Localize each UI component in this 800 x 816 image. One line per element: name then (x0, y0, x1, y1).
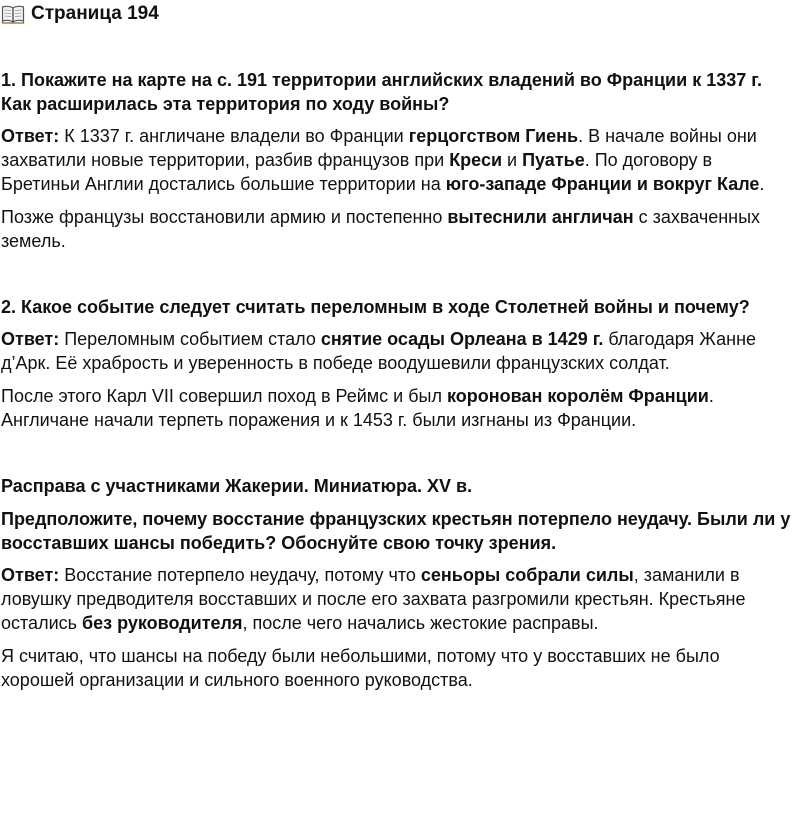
answer-emphasis: герцогством Гиень (408, 126, 579, 146)
question-2: 2. Какое событие следует считать переломным в ходе Столетней войны и почему? (1, 297, 750, 317)
answer-text: После этого Карл VII совершил поход в Реймс и был (1, 386, 447, 406)
answer-label: Ответ: (1, 565, 60, 585)
answer-emphasis: Пуатье (522, 150, 585, 170)
answer-1-paragraph-2 (1, 205, 794, 253)
question-1: 1. Покажите на карте на с. 191 территории английских владений во Франции к 1337 г. Как расширилась эта территория по ходу войны? (1, 70, 762, 114)
answer-text: с захваченных земель. (1, 207, 761, 251)
answer-text: Позже французы восстановили армию и постепенно (1, 207, 448, 227)
answer-2-paragraph-1 (1, 327, 794, 375)
answer-emphasis: вытеснили англичан (447, 207, 634, 227)
page-header (1, 2, 794, 26)
answer-label: Ответ: (1, 126, 60, 146)
answer-label: Ответ: (1, 329, 60, 349)
page-title: Страница 194 (31, 3, 159, 24)
answer-text: , после чего начались жестокие расправы. (242, 613, 599, 633)
answer-text: . (759, 174, 765, 194)
answer-emphasis: Креси (449, 150, 503, 170)
answer-3-paragraph-1 (1, 563, 794, 635)
question-3: Предположите, почему восстание французских крестьян потерпело неудачу. Были ли у восставших шансы победить? Обоснуйте свою точку зрения. (1, 509, 791, 553)
answer-2-paragraph-2 (1, 384, 794, 432)
answer-emphasis: без руководителя (82, 613, 243, 633)
answer-text: . Англичане начали терпеть поражения и к 1453 г. были изгнаны из Франции. (1, 386, 714, 430)
open-book-icon (1, 4, 25, 24)
answer-emphasis: юго-западе Франции и вокруг Кале (445, 174, 760, 194)
answer-text: К 1337 г. англичане владели во Франции (59, 126, 409, 146)
answer-1-paragraph-1 (1, 124, 794, 196)
answer-emphasis: снятие осады Орлеана в 1429 г. (320, 329, 604, 349)
answer-text: . По договору в Бретиньи Англии достались большие территории на (1, 150, 713, 194)
answer-text: , заманили в ловушку предводителя восставших и после его захвата разгромили крестьян. Крестьяне остались (1, 565, 746, 633)
answer-text: Переломным событием стало (59, 329, 321, 349)
answer-text: Восстание потерпело неудачу, потому что (59, 565, 421, 585)
answer-emphasis: сеньоры собрали силы (420, 565, 634, 585)
answer-text: благодаря Жанне д’Арк. Её храбрость и уверенность в победе воодушевили французских солдат. (1, 329, 757, 373)
answer-text: и (502, 150, 523, 170)
answer-emphasis: коронован королём Франции (446, 386, 709, 406)
answer-text: . В начале войны они захватили новые территории, разбив французов при (1, 126, 757, 170)
answer-3-paragraph-2: Я считаю, что шансы на победу были небольшими, потому что у восставших не было хорошей организации и сильного военного руководства. (1, 646, 720, 690)
caption-3: Расправа с участниками Жакерии. Миниатюра. XV в. (1, 476, 473, 496)
